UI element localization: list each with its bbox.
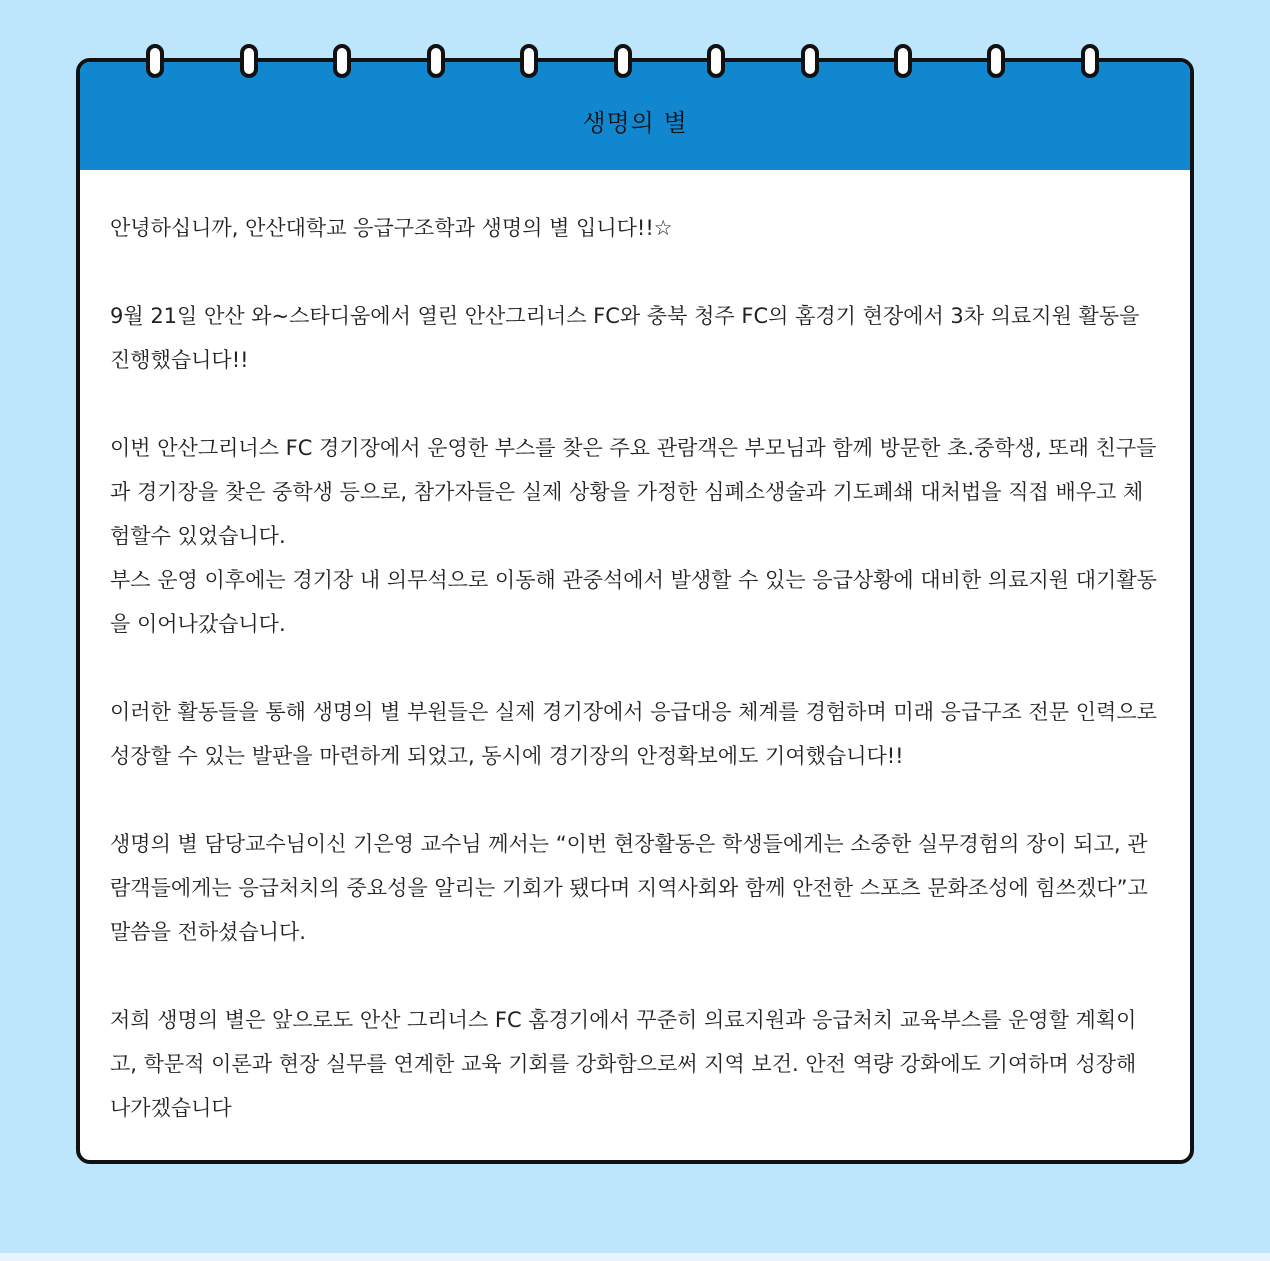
paragraph-event: 9월 21일 안산 와~스타디움에서 열린 안산그리너스 FC와 충북 청주 FC의 홈경기 현장에서 3차 의료지원 활동을 진행했습니다!! [110, 304, 1140, 372]
paragraph-professor-quote: 생명의 별 담당교수님이신 기은영 교수님 께서는 “이번 현장활동은 학생들에게는 소중한 실무경험의 장이 되고, 관람객들에게는 응급처치의 중요성을 알리는 기회가 됐다며 지역사회와 함께 안전한 스포츠 문화조성에 힘쓰겠다”고 말씀을 전하셨습니다. [110, 832, 1148, 944]
bottom-strip [0, 1253, 1270, 1261]
notepad-body [110, 206, 1160, 1164]
notepad-card [76, 58, 1194, 1164]
paragraph-greeting: 안녕하십니까, 안산대학교 응급구조학과 생명의 별 입니다!!☆ [110, 216, 673, 240]
paragraph-booth: 이번 안산그리너스 FC 경기장에서 운영한 부스를 찾은 주요 관람객은 부모님과 함께 방문한 초.중학생, 또래 친구들과 경기장을 찾은 중학생 등으로, 참가자들은 실제 상황을 가정한 심폐소생술과 기도폐쇄 대처법을 직접 배우고 체험할수 있었습니다. 부스 운영 이후에는 경기장 내 의무석으로 이동해 관중석에서 발생할 수 있는 응급상황에 대비한 의료지원 대기활동을 이어나갔습니다. [110, 436, 1157, 636]
paragraph-plan: 저희 생명의 별은 앞으로도 안산 그리너스 FC 홈경기에서 꾸준히 의료지원과 응급처치 교육부스를 운영할 계획이고, 학문적 이론과 현장 실무를 연계한 교육 기회를 강화함으로써 지역 보건. 안전 역량 강화에도 기여하며 성장해 나가겠습니다 [110, 1008, 1137, 1120]
notepad-header [80, 62, 1190, 170]
header-title: 생명의 별 [582, 108, 688, 137]
paragraph-result: 이러한 활동들을 통해 생명의 별 부원들은 실제 경기장에서 응급대응 체계를 경험하며 미래 응급구조 전문 인력으로 성장할 수 있는 발판을 마련하게 되었고, 동시에 경기장의 안정확보에도 기여했습니다!! [110, 700, 1157, 768]
